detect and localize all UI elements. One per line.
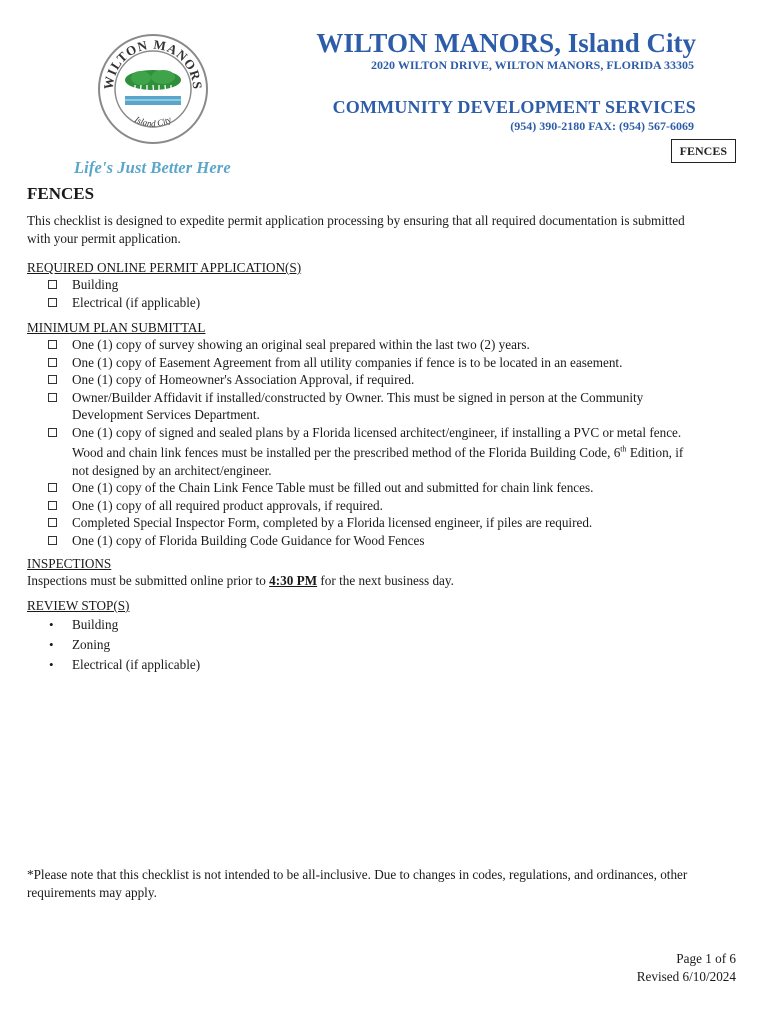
disclaimer-note: *Please note that this checklist is not intended to be all-inclusive. Due to changes in codes, regulations, and ordinances, other requirements may apply. — [27, 867, 688, 900]
list-item: • Building — [48, 615, 200, 635]
checkbox-icon[interactable] — [48, 298, 57, 307]
page-footer — [637, 950, 736, 986]
inspection-cutoff-time: 4:30 PM — [269, 573, 318, 588]
checklist-item: One (1) copy of all required product approvals, if required. — [48, 497, 698, 515]
inspections-heading: INSPECTIONS — [27, 556, 112, 571]
checklist-item: One (1) copy of signed and sealed plans by a Florida licensed architect/engineer, if installing a PVC or metal fence. Wood and chain link fences must be installed per the prescribed method of the Florida Building Code, 6th Edition, if not designed by an architect/engineer. — [48, 424, 698, 480]
intro-paragraph: This checklist is designed to expedite permit application processing by ensuring that all required documentation is submitted with your permit application. — [27, 213, 685, 246]
document-tag-box: FENCES — [671, 139, 736, 163]
city-tagline: Life's Just Better Here — [74, 158, 231, 177]
checkbox-icon[interactable] — [48, 501, 57, 510]
checkbox-icon[interactable] — [48, 536, 57, 545]
list-item: • Electrical (if applicable) — [48, 655, 200, 675]
city-address: 2020 WILTON DRIVE, WILTON MANORS, FLORIDA 33305 — [371, 58, 694, 72]
list-item: • Zoning — [48, 635, 200, 655]
checkbox-icon[interactable] — [48, 375, 57, 384]
checklist-item: Completed Special Inspector Form, completed by a Florida licensed engineer, if piles are required. — [48, 514, 698, 532]
department-phone: (954) 390-2180 FAX: (954) 567-6069 — [510, 119, 694, 133]
checkbox-icon[interactable] — [48, 280, 57, 289]
city-title: WILTON MANORS, Island City — [316, 28, 696, 58]
svg-text:Island City: Island City — [133, 114, 173, 129]
minimum-plan-list — [48, 336, 698, 549]
city-seal-logo — [97, 33, 209, 145]
checkbox-icon[interactable] — [48, 428, 57, 437]
checkbox-icon[interactable] — [48, 393, 57, 402]
department-name: COMMUNITY DEVELOPMENT SERVICES — [332, 97, 696, 117]
bullet-icon: • — [49, 657, 54, 672]
inspections-text: Inspections must be submitted online prior to 4:30 PM for the next business day. — [27, 573, 454, 588]
checklist-item: Building — [48, 276, 698, 294]
checkbox-icon[interactable] — [48, 358, 57, 367]
document-title: FENCES — [27, 184, 95, 203]
checkbox-icon[interactable] — [48, 518, 57, 527]
checkbox-icon[interactable] — [48, 340, 57, 349]
minimum-plan-heading: MINIMUM PLAN SUBMITTAL — [27, 320, 206, 335]
checklist-item: One (1) copy of Easement Agreement from all utility companies if fence is to be located in an easement. — [48, 354, 698, 372]
svg-text:WILTON MANORS: WILTON MANORS — [100, 36, 206, 91]
page-number: Page 1 of 6 — [676, 951, 736, 966]
checklist-item: Owner/Builder Affidavit if installed/constructed by Owner. This must be signed in person at the Community Development Services Department. — [48, 389, 698, 424]
revision-date: Revised 6/10/2024 — [636, 969, 736, 984]
bullet-icon: • — [49, 617, 54, 632]
checklist-item: One (1) copy of Florida Building Code Guidance for Wood Fences — [48, 532, 698, 550]
review-stops-heading: REVIEW STOP(S) — [27, 598, 130, 613]
checkbox-icon[interactable] — [48, 483, 57, 492]
checklist-item: One (1) copy of Homeowner's Association Approval, if required. — [48, 371, 698, 389]
review-stops-list — [48, 615, 200, 675]
required-apps-list — [48, 276, 698, 311]
checklist-item: One (1) copy of survey showing an original seal prepared within the last two (2) years. — [48, 336, 698, 354]
checklist-item: Electrical (if applicable) — [48, 294, 698, 312]
required-apps-heading: REQUIRED ONLINE PERMIT APPLICATION(S) — [27, 260, 302, 275]
bullet-icon: • — [49, 637, 54, 652]
checklist-item: One (1) copy of the Chain Link Fence Table must be filled out and submitted for chain link fences. — [48, 479, 698, 497]
